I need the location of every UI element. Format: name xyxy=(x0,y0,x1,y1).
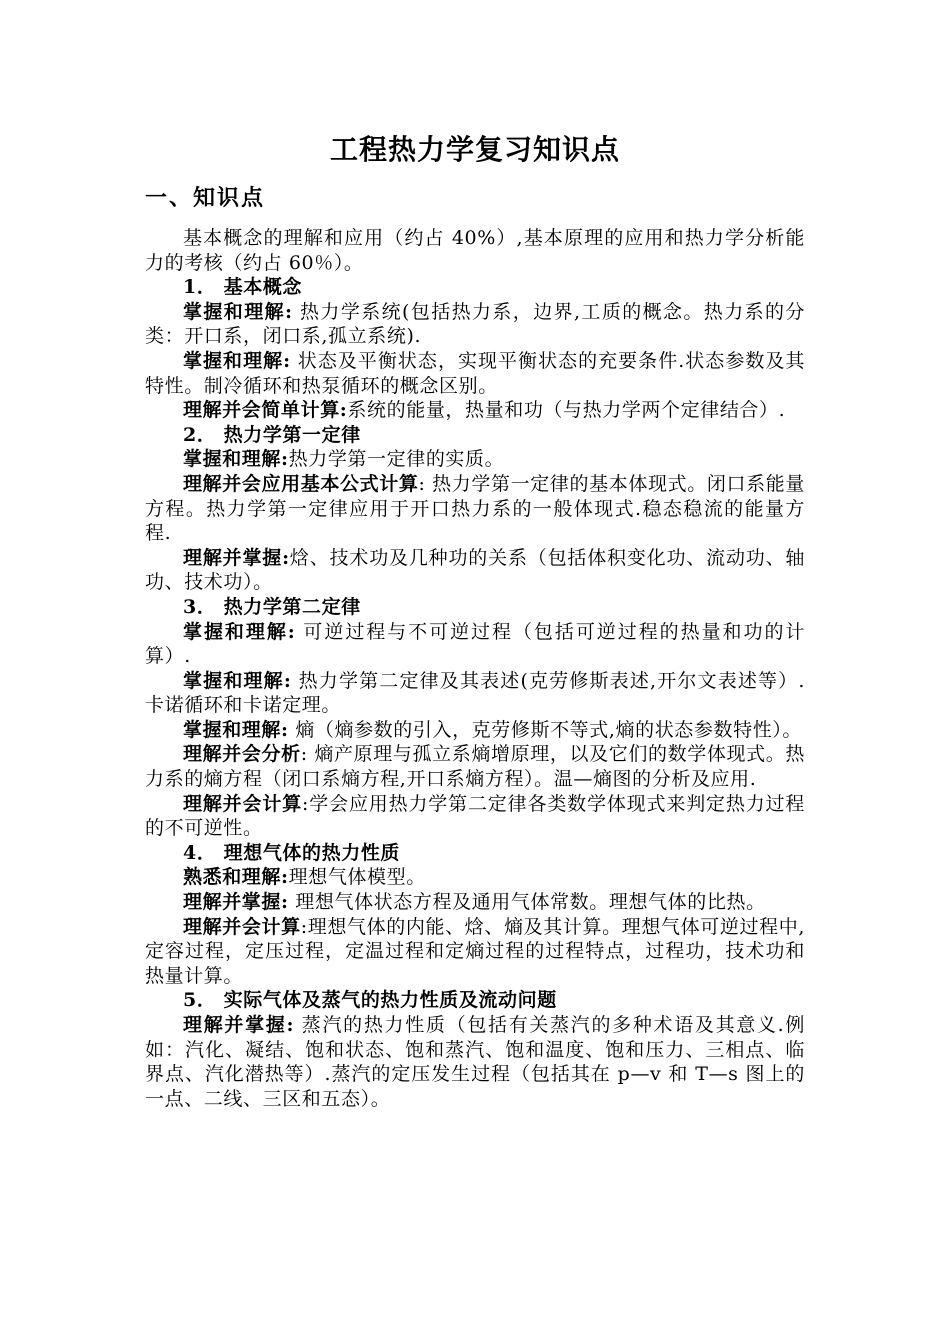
paragraph xyxy=(145,398,805,423)
paragraph xyxy=(145,890,805,915)
paragraph xyxy=(145,792,805,841)
subsection-heading xyxy=(145,841,805,866)
paragraph-text: 理想气体模型。 xyxy=(288,866,426,889)
paragraph-label: 掌握和理解: xyxy=(183,300,293,323)
paragraph-label: 掌握和理解: xyxy=(183,669,292,692)
paragraph-text: : 熵产原理与孤立系熵增原理，以及它们的数学体现式。热力系的熵方程（闭口系熵方程,开口系熵方程）。温—熵图的分析及应用. xyxy=(145,743,805,791)
paragraph-label: 熟悉和理解: xyxy=(183,866,289,889)
paragraph-text: 1． 基本概念 xyxy=(183,276,303,299)
paragraph-text: 2． 热力学第一定律 xyxy=(183,423,361,446)
section-heading: 一、知识点 xyxy=(145,185,266,211)
paragraph-label: 理解并会应用基本公式计算 xyxy=(183,472,419,495)
subsection-heading xyxy=(145,275,805,300)
paragraph xyxy=(145,472,805,546)
paragraph xyxy=(145,865,805,890)
paragraph xyxy=(145,300,805,349)
paragraph-label: 理解并会计算 xyxy=(183,792,303,815)
paragraph-label: 掌握和理解: xyxy=(183,718,289,741)
paragraph-text: :学会应用热力学第二定律各类数学体现式来判定热力过程的不可逆性。 xyxy=(145,792,805,840)
paragraph-label: 理解并会分析 xyxy=(183,743,301,766)
paragraph xyxy=(145,669,805,718)
paragraph-label: 理解并会计算 xyxy=(183,915,301,938)
paragraph xyxy=(145,226,805,275)
paragraph-text: 3． 热力学第二定律 xyxy=(183,595,361,618)
paragraph-text: 基本概念的理解和应用（约占 40%）,基本原理的应用和热力学分析能力的考核（约占 60％）。 xyxy=(145,227,805,274)
subsection-heading xyxy=(145,595,805,620)
paragraph-label: 理解并掌握: xyxy=(183,891,289,914)
paragraph-text: 可逆过程与不可逆过程（包括可逆过程的热量和功的计算）. xyxy=(145,620,805,668)
paragraph-text: 系统的能量，热量和功（与热力学两个定律结合）. xyxy=(347,399,786,422)
paragraph xyxy=(145,742,805,791)
paragraph-text: 理想气体状态方程及通用气体常数。理想气体的比热。 xyxy=(288,891,766,914)
paragraph xyxy=(145,546,805,595)
paragraph-text: 状态及平衡状态，实现平衡状态的充要条件.状态参数及其特性。制冷循环和热泵循环的概念区别。 xyxy=(145,349,805,397)
paragraph xyxy=(145,915,805,989)
paragraph-text: 热力学第二定律及其表述(克劳修斯表述,开尔文表述等）.卡诺循环和卡诺定理。 xyxy=(145,669,805,717)
paragraph xyxy=(145,620,805,669)
subsection-heading xyxy=(145,988,805,1013)
paragraph-text: 热力学第一定律的实质。 xyxy=(288,448,505,471)
paragraph-label: 理解并掌握: xyxy=(183,1014,295,1036)
paragraph-label: 掌握和理解: xyxy=(183,448,289,471)
paragraph-text: 4． 理想气体的热力性质 xyxy=(183,841,401,864)
paragraph-label: 掌握和理解: xyxy=(183,349,291,372)
paragraph-text: 蒸汽的热力性质（包括有关蒸汽的多种术语及其意义.例如：汽化、凝结、饱和状态、饱和蒸汽、饱和温度、饱和压力、三相点、临界点、汽化潜热等）.蒸汽的定压发生过程（包括其在 p—v 和 T—s 图上的一点、二线、三区和五态）。 xyxy=(145,1014,805,1110)
paragraph-label: 掌握和理解: xyxy=(183,620,296,643)
paragraph-text: 熵（熵参数的引入，克劳修斯不等式,熵的状态参数特性）。 xyxy=(288,718,803,741)
document-body xyxy=(145,226,805,1111)
paragraph xyxy=(145,718,805,743)
document-page xyxy=(145,128,805,1111)
paragraph xyxy=(145,447,805,472)
document-title: 工程热力学复习知识点 xyxy=(329,133,620,166)
paragraph-label: 理解并会简单计算: xyxy=(183,399,348,422)
paragraph-text: 热力学系统(包括热力系，边界,工质的概念。热力系的分类：开口系，闭口系,孤立系统). xyxy=(145,300,805,348)
paragraph-text: : 热力学第一定律的基本体现式。闭口系能量方程。热力学第一定律应用于开口热力系的一般体现式.稳态稳流的能量方程. xyxy=(145,472,806,545)
paragraph-label: 理解并掌握: xyxy=(183,546,290,569)
paragraph xyxy=(145,349,805,398)
paragraph-text: 5． 实际气体及蒸气的热力性质及流动问题 xyxy=(183,989,557,1012)
subsection-heading xyxy=(145,423,805,448)
paragraph xyxy=(145,1013,805,1111)
paragraph-text: :理想气体的内能、焓、熵及其计算。理想气体可逆过程中,定容过程，定压过程，定温过程和定熵过程的过程特点，过程功，技术功和热量计算。 xyxy=(145,915,805,987)
paragraph-text: 焓、技术功及几种功的关系（包括体积变化功、流动功、轴功、技术功）。 xyxy=(145,546,805,594)
